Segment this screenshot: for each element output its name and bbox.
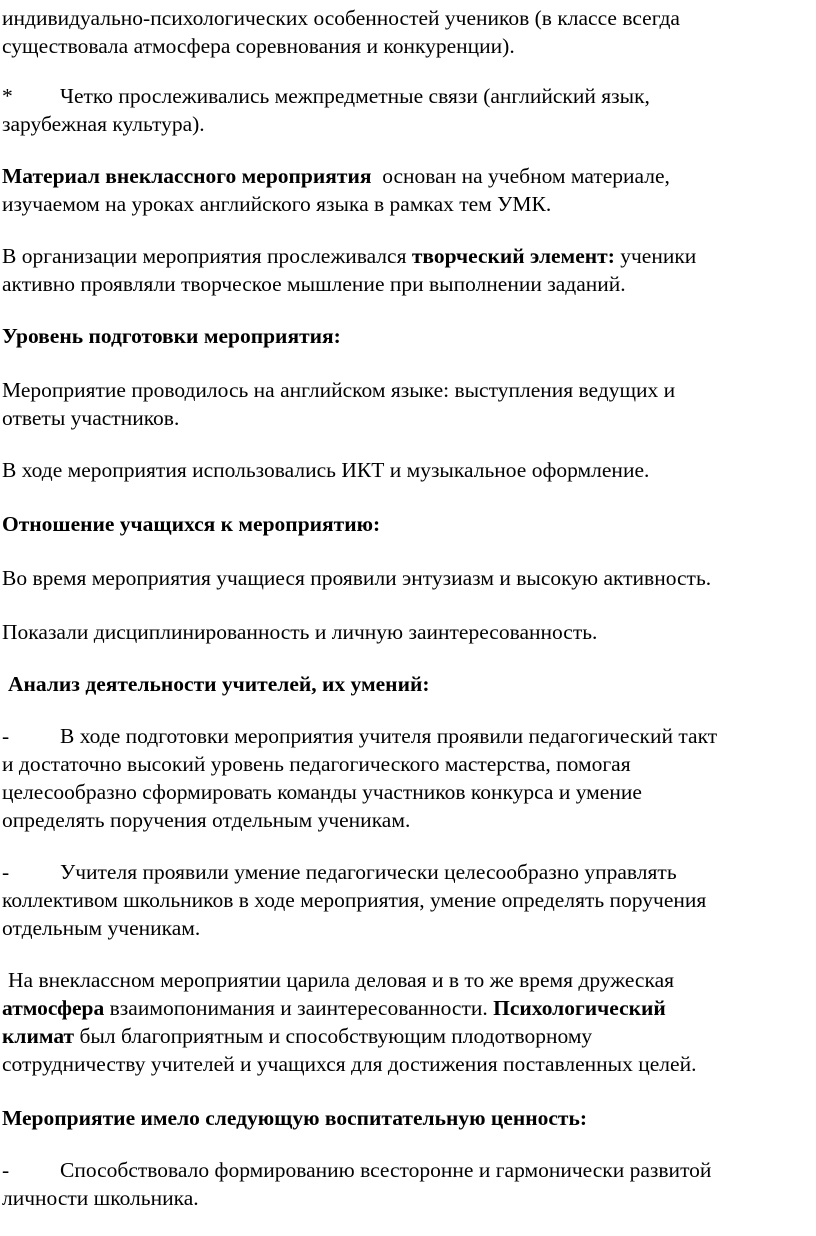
bold-term: климат — [2, 1024, 75, 1048]
text-span: взаимопонимания и заинтересованности. — [104, 996, 494, 1020]
text-span: В организации мероприятия прослеживался — [2, 244, 412, 268]
section-heading: Уровень подготовки мероприятия: — [2, 324, 341, 348]
dash-marker: - — [2, 1158, 10, 1182]
text-line: отдельным ученикам. — [2, 916, 201, 940]
text-span: Учителя проявили умение педагогически целесообразно управлять — [60, 860, 677, 884]
text-line — [2, 858, 816, 886]
text-line — [2, 242, 816, 270]
heading-attitude — [2, 510, 816, 538]
text-line: зарубежная культура). — [2, 112, 205, 136]
text-line: изучаемом на уроках английского языка в рамках тем УМК. — [2, 192, 552, 216]
text-line: На внеклассном мероприятии царила деловая и в то же время дружеская — [8, 968, 675, 992]
heading-teacher-analysis — [8, 670, 816, 698]
text-line — [2, 1156, 816, 1184]
text-line: Показали дисциплинированность и личную заинтересованность. — [2, 620, 598, 644]
text-line: сотрудничеству учителей и учащихся для достижения поставленных целей. — [2, 1052, 697, 1076]
paragraph-teacher-management — [2, 858, 816, 942]
text-line: и достаточно высокий уровень педагогического мастерства, помогая — [2, 752, 631, 776]
dash-marker: - — [2, 724, 10, 748]
section-heading: Мероприятие имело следующую воспитательную ценность: — [2, 1106, 587, 1130]
text-span: В ходе подготовки мероприятия учителя проявили педагогический такт — [60, 724, 718, 748]
paragraph-teacher-tact — [2, 722, 816, 834]
text-line — [2, 722, 816, 750]
paragraph-continued — [2, 4, 816, 60]
paragraph-discipline — [2, 618, 816, 646]
text-line: активно проявляли творческое мышление при выполнении заданий. — [2, 272, 626, 296]
text-span: Способствовало формированию всесторонне и гармонически развитой — [60, 1158, 712, 1182]
bold-term: творческий элемент: — [411, 244, 615, 268]
text-span: основан на учебном материале, — [371, 164, 670, 188]
text-line: ответы участников. — [2, 406, 180, 430]
text-line: Мероприятие проводилось на английском языке: выступления ведущих и — [2, 378, 676, 402]
paragraph-material — [2, 162, 816, 218]
text-line: коллективом школьников в ходе мероприятия, умение определять поручения — [2, 888, 707, 912]
paragraph-language — [2, 376, 816, 432]
text-line — [2, 162, 816, 190]
text-span: Четко прослеживались межпредметные связи (английский язык, — [60, 84, 650, 108]
text-line: целесообразно сформировать команды участников конкурса и умение — [2, 780, 642, 804]
text-line — [2, 1022, 816, 1050]
bold-term: Материал внеклассного мероприятия — [2, 164, 372, 188]
section-heading: Анализ деятельности учителей, их умений: — [8, 672, 430, 696]
paragraph-ict — [2, 456, 816, 484]
text-line: В ходе мероприятия использовались ИКТ и музыкальное оформление. — [2, 458, 650, 482]
section-heading: Отношение учащихся к мероприятию: — [2, 512, 381, 536]
paragraph-interdisciplinary — [2, 82, 816, 138]
paragraph-development — [2, 1156, 816, 1212]
text-line — [2, 82, 816, 110]
heading-preparation — [2, 322, 816, 350]
text-line — [2, 994, 816, 1022]
paragraph-atmosphere-cont — [2, 994, 816, 1078]
paragraph-enthusiasm — [2, 564, 816, 592]
paragraph-atmosphere — [8, 966, 816, 994]
heading-educational-value — [2, 1104, 816, 1132]
text-line: определять поручения отдельным ученикам. — [2, 808, 411, 832]
text-line: Во время мероприятия учащиеся проявили энтузиазм и высокую активность. — [2, 566, 712, 590]
dash-marker: - — [2, 860, 10, 884]
text-span: был благоприятным и способствующим плодотворному — [74, 1024, 593, 1048]
bold-term: атмосфера — [2, 996, 105, 1020]
bold-term: Психологический — [493, 996, 666, 1020]
text-span: ученики — [614, 244, 697, 268]
text-line: существовала атмосфера соревнования и конкуренции). — [2, 34, 515, 58]
text-line: индивидуально-психологических особенностей учеников (в классе всегда — [2, 6, 680, 30]
bullet-marker: * — [2, 84, 13, 108]
text-line: личности школьника. — [2, 1186, 199, 1210]
paragraph-creative — [2, 242, 816, 298]
